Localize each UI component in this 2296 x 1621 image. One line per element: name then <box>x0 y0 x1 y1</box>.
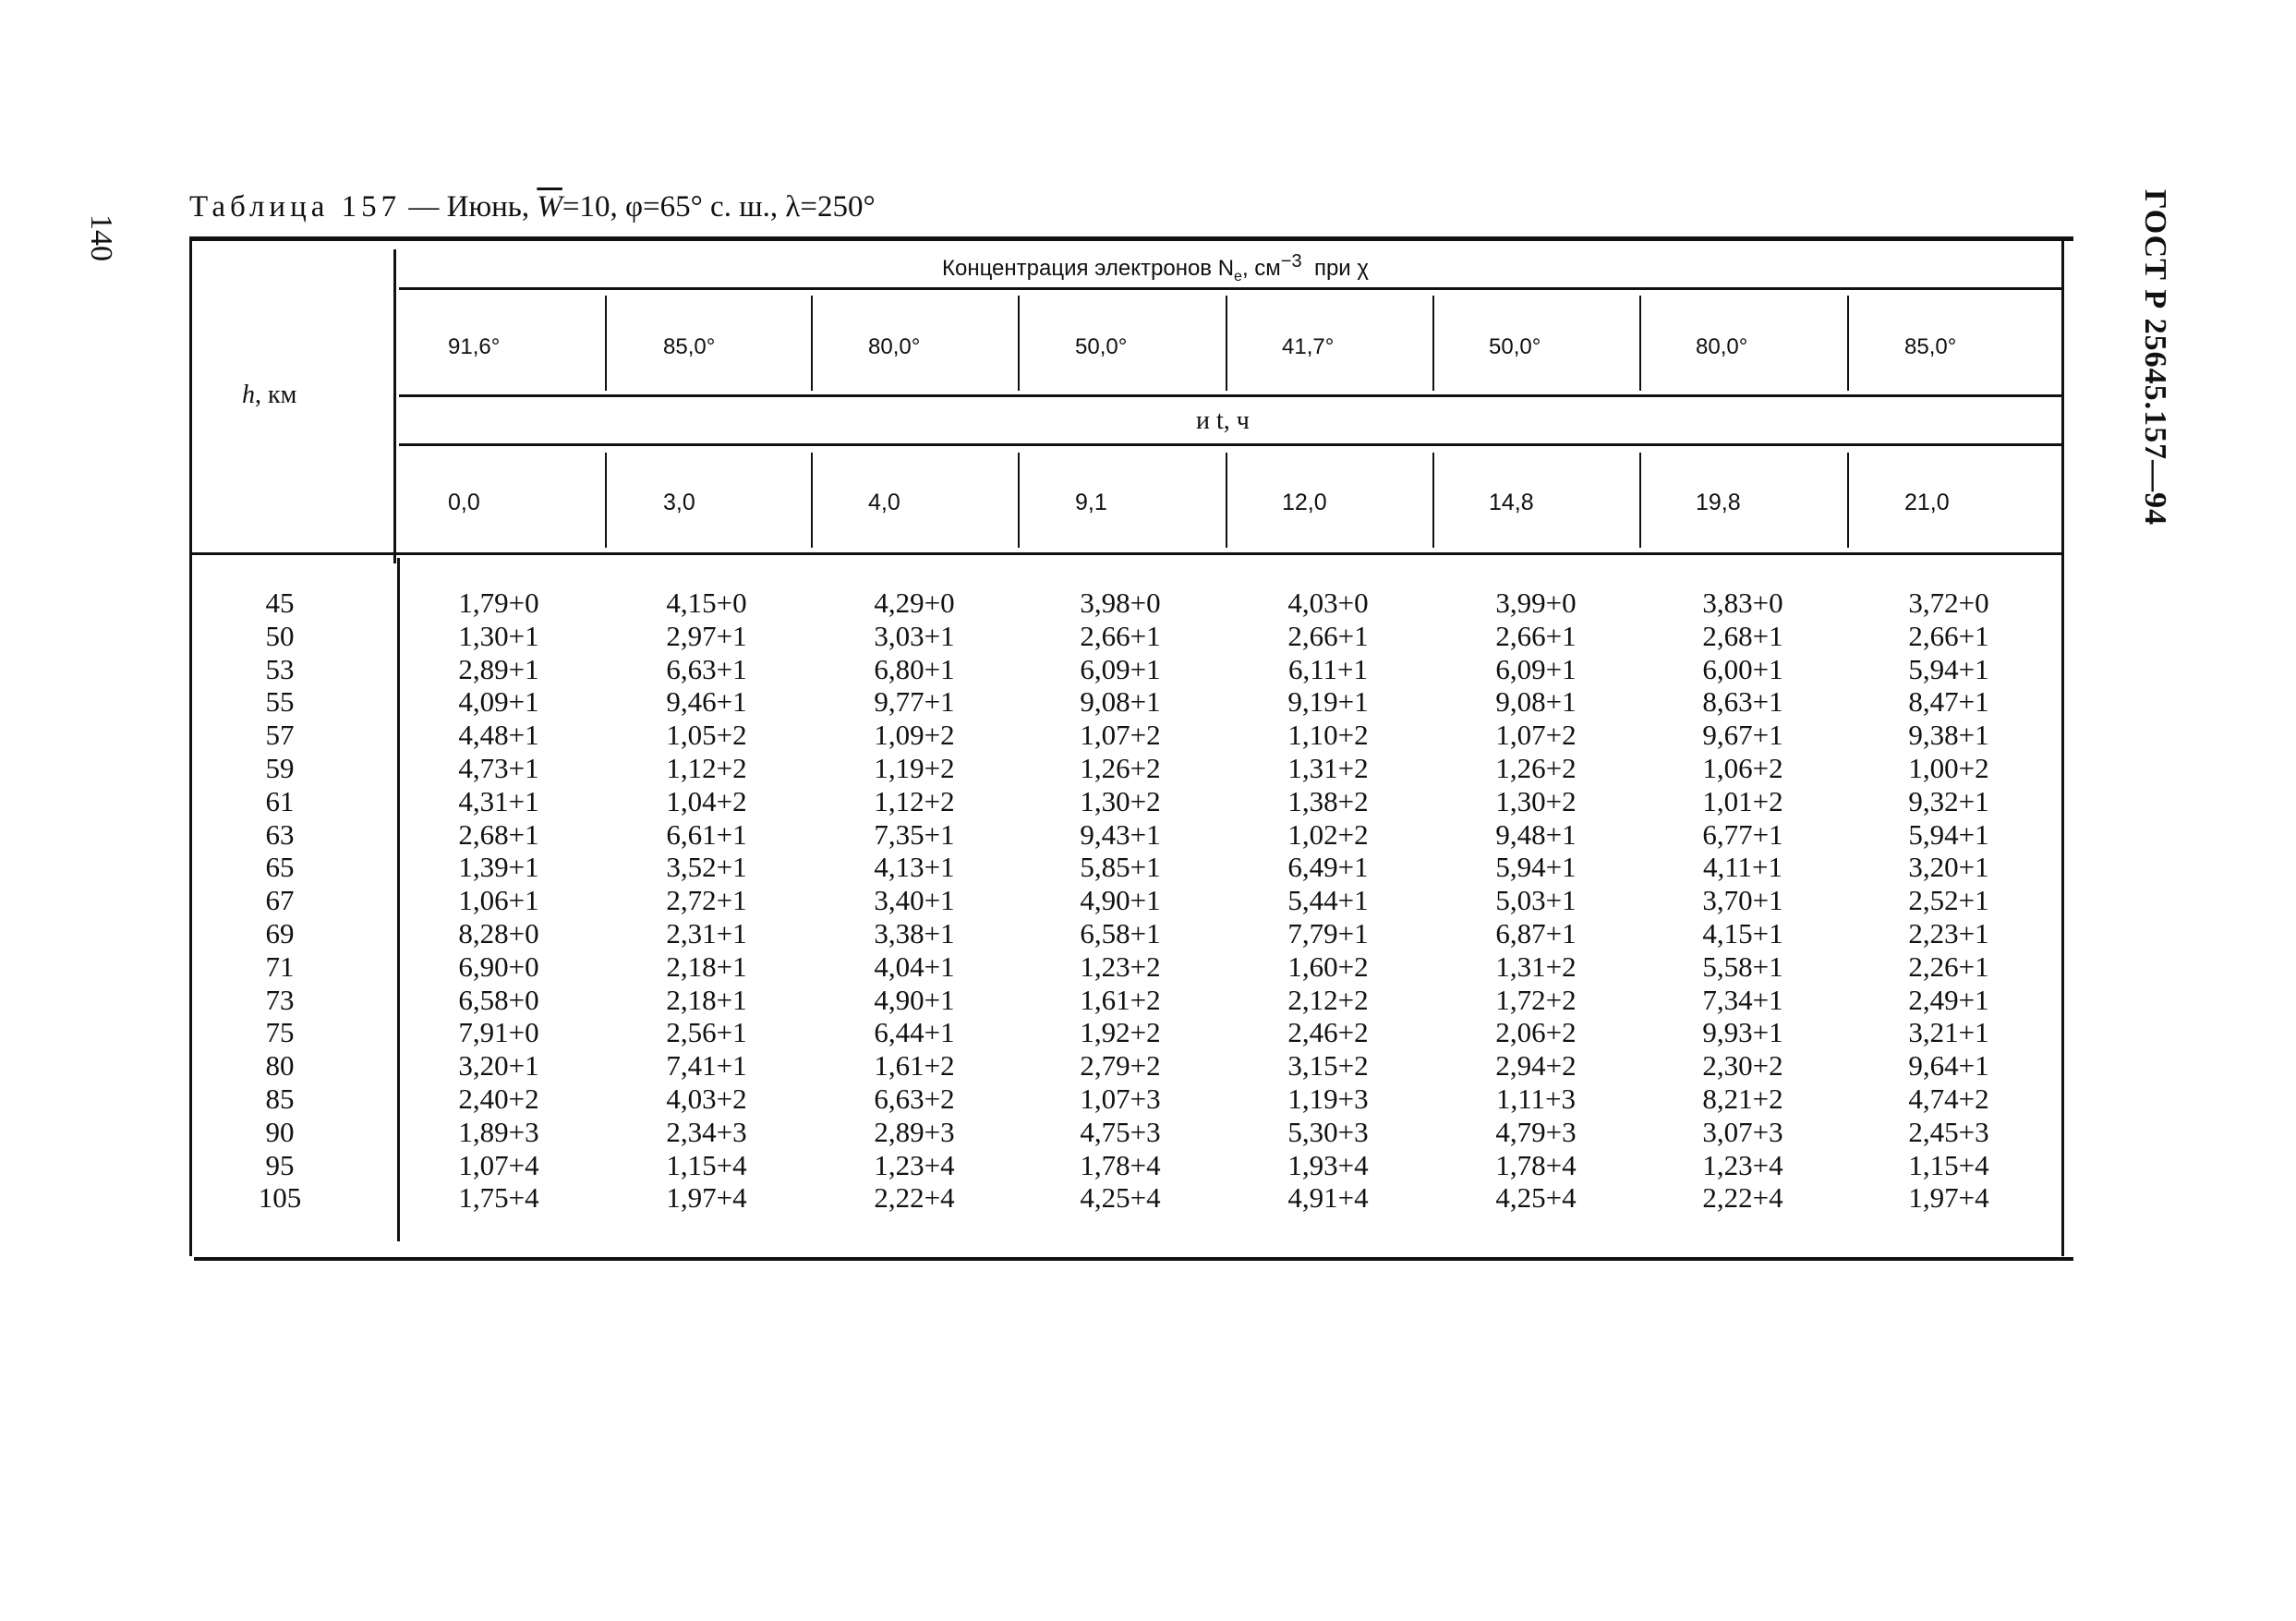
concentration-value: 1,02+2 <box>1287 818 1369 851</box>
concentration-value: 1,31+2 <box>1495 950 1577 983</box>
concentration-value: 6,63+1 <box>666 653 747 685</box>
concentration-value: 4,73+1 <box>458 752 539 784</box>
concentration-value: 1,07+2 <box>1495 719 1577 751</box>
table-top-rule <box>189 236 2073 241</box>
concentration-value: 4,91+4 <box>1287 1181 1369 1214</box>
concentration-value: 1,23+2 <box>1080 950 1161 983</box>
table-title-part-2: =10, φ=65° с. ш., λ=250° <box>562 190 876 224</box>
height-value: 50 <box>265 620 295 652</box>
concentration-value: 1,72+2 <box>1495 984 1577 1016</box>
concentration-value: 3,72+0 <box>1908 587 1989 619</box>
concentration-value: 1,19+2 <box>874 752 955 784</box>
height-value: 57 <box>265 719 295 751</box>
time-header: и t, ч <box>1196 406 1250 435</box>
table-title <box>189 190 876 224</box>
concentration-value: 1,07+4 <box>458 1149 539 1181</box>
concentration-value: 7,79+1 <box>1287 917 1369 950</box>
concentration-value: 2,89+3 <box>874 1116 955 1148</box>
concentration-value: 6,90+0 <box>458 950 539 983</box>
concentration-value: 9,46+1 <box>666 685 747 718</box>
concentration-value: 3,38+1 <box>874 917 955 950</box>
concentration-value: 3,20+1 <box>458 1049 539 1082</box>
concentration-value: 1,15+4 <box>1908 1149 1989 1181</box>
concentration-value: 4,29+0 <box>874 587 955 619</box>
left-border <box>189 240 192 1256</box>
concentration-value: 2,40+2 <box>458 1083 539 1115</box>
concentration-value: 6,00+1 <box>1702 653 1783 685</box>
concentration-value: 1,75+4 <box>458 1181 539 1214</box>
time-col-divider <box>1432 453 1434 548</box>
concentration-exp: −3 <box>1280 251 1302 272</box>
concentration-value: 2,12+2 <box>1287 984 1369 1016</box>
concentration-value: 9,43+1 <box>1080 818 1161 851</box>
concentration-value: 2,66+1 <box>1287 620 1369 652</box>
concentration-value: 4,90+1 <box>874 984 955 1016</box>
height-value: 67 <box>265 884 295 916</box>
concentration-value: 6,09+1 <box>1080 653 1161 685</box>
height-value: 71 <box>265 950 295 983</box>
concentration-value: 6,11+1 <box>1287 653 1369 685</box>
concentration-value: 2,22+4 <box>1702 1181 1783 1214</box>
concentration-value: 1,12+2 <box>666 752 747 784</box>
concentration-value: 9,08+1 <box>1080 685 1161 718</box>
concentration-value: 2,06+2 <box>1495 1016 1577 1048</box>
concentration-value: 4,03+2 <box>666 1083 747 1115</box>
concentration-value: 7,41+1 <box>666 1049 747 1082</box>
concentration-value: 3,21+1 <box>1908 1016 1989 1048</box>
concentration-tail: при χ <box>1313 256 1369 281</box>
concentration-value: 6,80+1 <box>874 653 955 685</box>
chi-value: 41,7° <box>1282 334 1335 359</box>
chi-col-divider <box>1226 296 1227 391</box>
row-label-unit: , км <box>255 381 297 409</box>
time-value: 4,0 <box>868 490 900 515</box>
time-value: 3,0 <box>663 490 695 515</box>
concentration-value: 1,61+2 <box>874 1049 955 1082</box>
concentration-value: 4,15+1 <box>1702 917 1783 950</box>
concentration-value: 1,61+2 <box>1080 984 1161 1016</box>
time-col-divider <box>811 453 813 548</box>
chi-col-divider <box>1018 296 1020 391</box>
concentration-value: 6,63+2 <box>874 1083 955 1115</box>
height-value: 90 <box>265 1116 295 1148</box>
concentration-value: 1,26+2 <box>1495 752 1577 784</box>
concentration-value: 1,06+2 <box>1702 752 1783 784</box>
concentration-value: 1,60+2 <box>1287 950 1369 983</box>
concentration-value: 4,04+1 <box>874 950 955 983</box>
concentration-value: 1,04+2 <box>666 785 747 817</box>
concentration-rule <box>399 287 2061 290</box>
concentration-value: 8,47+1 <box>1908 685 1989 718</box>
concentration-value: 2,52+1 <box>1908 884 1989 916</box>
time-col-divider <box>1847 453 1849 548</box>
chi-value: 50,0° <box>1075 334 1128 359</box>
concentration-value: 2,68+1 <box>458 818 539 851</box>
concentration-value: 4,25+4 <box>1080 1181 1161 1214</box>
height-value: 75 <box>265 1016 295 1048</box>
concentration-value: 8,63+1 <box>1702 685 1783 718</box>
concentration-value: 1,78+4 <box>1495 1149 1577 1181</box>
height-value: 85 <box>265 1083 295 1115</box>
concentration-value: 1,10+2 <box>1287 719 1369 751</box>
concentration-value: 8,28+0 <box>458 917 539 950</box>
concentration-value: 6,49+1 <box>1287 851 1369 883</box>
concentration-value: 2,18+1 <box>666 984 747 1016</box>
concentration-value: 5,94+1 <box>1495 851 1577 883</box>
concentration-value: 6,61+1 <box>666 818 747 851</box>
concentration-value: 4,11+1 <box>1702 851 1783 883</box>
chi-value: 85,0° <box>663 334 716 359</box>
h-symbol: h <box>242 381 255 409</box>
concentration-value: 2,79+2 <box>1080 1049 1161 1082</box>
concentration-unit: , см <box>1241 256 1281 281</box>
concentration-value: 9,67+1 <box>1702 719 1783 751</box>
concentration-value: 2,94+2 <box>1495 1049 1577 1082</box>
chi-value: 80,0° <box>1696 334 1748 359</box>
height-value: 105 <box>258 1181 302 1214</box>
concentration-value: 1,12+2 <box>874 785 955 817</box>
concentration-value: 4,74+2 <box>1908 1083 1989 1115</box>
concentration-value: 9,08+1 <box>1495 685 1577 718</box>
concentration-value: 6,77+1 <box>1702 818 1783 851</box>
concentration-value: 1,31+2 <box>1287 752 1369 784</box>
height-value: 61 <box>265 785 295 817</box>
concentration-value: 6,87+1 <box>1495 917 1577 950</box>
height-value: 53 <box>265 653 295 685</box>
concentration-value: 9,93+1 <box>1702 1016 1783 1048</box>
time-col-divider <box>1226 453 1227 548</box>
concentration-value: 1,79+0 <box>458 587 539 619</box>
chi-col-divider <box>811 296 813 391</box>
standard-code: ГОСТ Р 25645.157—94 <box>2138 189 2172 526</box>
concentration-value: 1,89+3 <box>458 1116 539 1148</box>
concentration-value: 1,30+1 <box>458 620 539 652</box>
concentration-value: 7,35+1 <box>874 818 955 851</box>
concentration-value: 5,44+1 <box>1287 884 1369 916</box>
chi-value: 80,0° <box>868 334 921 359</box>
height-value: 59 <box>265 752 295 784</box>
concentration-value: 3,52+1 <box>666 851 747 883</box>
height-value: 45 <box>265 587 295 619</box>
concentration-value: 4,79+3 <box>1495 1116 1577 1148</box>
concentration-value: 2,30+2 <box>1702 1049 1783 1082</box>
concentration-value: 1,09+2 <box>874 719 955 751</box>
concentration-value: 9,64+1 <box>1908 1049 1989 1082</box>
concentration-value: 3,70+1 <box>1702 884 1783 916</box>
concentration-value: 5,85+1 <box>1080 851 1161 883</box>
concentration-value: 1,92+2 <box>1080 1016 1161 1048</box>
chi-col-divider <box>1639 296 1641 391</box>
concentration-value: 2,22+4 <box>874 1181 955 1214</box>
concentration-value: 3,20+1 <box>1908 851 1989 883</box>
concentration-value: 9,19+1 <box>1287 685 1369 718</box>
height-value: 73 <box>265 984 295 1016</box>
header-bottom-rule <box>192 552 2062 555</box>
concentration-value: 1,93+4 <box>1287 1149 1369 1181</box>
concentration-value: 2,97+1 <box>666 620 747 652</box>
concentration-value: 2,26+1 <box>1908 950 1989 983</box>
time-value: 12,0 <box>1282 490 1327 515</box>
concentration-value: 1,26+2 <box>1080 752 1161 784</box>
concentration-value: 1,23+4 <box>874 1149 955 1181</box>
concentration-value: 2,66+1 <box>1080 620 1161 652</box>
concentration-value: 3,40+1 <box>874 884 955 916</box>
concentration-value: 3,07+3 <box>1702 1116 1783 1148</box>
concentration-value: 2,23+1 <box>1908 917 1989 950</box>
concentration-value: 3,15+2 <box>1287 1049 1369 1082</box>
chi-col-divider <box>1847 296 1849 391</box>
table-title-part-1: — Июнь, <box>401 190 538 224</box>
concentration-value: 4,75+3 <box>1080 1116 1161 1148</box>
concentration-value: 2,46+2 <box>1287 1016 1369 1048</box>
time-col-divider <box>1018 453 1020 548</box>
time-col-divider <box>605 453 607 548</box>
concentration-value: 1,01+2 <box>1702 785 1783 817</box>
concentration-value: 4,09+1 <box>458 685 539 718</box>
concentration-value: 1,00+2 <box>1908 752 1989 784</box>
concentration-value: 4,13+1 <box>874 851 955 883</box>
concentration-value: 9,77+1 <box>874 685 955 718</box>
concentration-value: 3,98+0 <box>1080 587 1161 619</box>
concentration-value: 5,30+3 <box>1287 1116 1369 1148</box>
concentration-value: 1,30+2 <box>1080 785 1161 817</box>
concentration-value: 1,97+4 <box>1908 1181 1989 1214</box>
concentration-value: 2,31+1 <box>666 917 747 950</box>
concentration-value: 6,58+1 <box>1080 917 1161 950</box>
chi-rule <box>399 394 2061 397</box>
concentration-value: 2,45+3 <box>1908 1116 1989 1148</box>
concentration-value: 5,94+1 <box>1908 818 1989 851</box>
concentration-value: 7,34+1 <box>1702 984 1783 1016</box>
concentration-value: 1,07+3 <box>1080 1083 1161 1115</box>
w-symbol: $\overline{W}$ <box>537 190 562 224</box>
chi-value: 50,0° <box>1489 334 1541 359</box>
concentration-value: 2,66+1 <box>1495 620 1577 652</box>
concentration-value: 2,89+1 <box>458 653 539 685</box>
row-label-divider-body <box>397 558 400 1241</box>
concentration-value: 2,72+1 <box>666 884 747 916</box>
chi-value: 85,0° <box>1904 334 1957 359</box>
concentration-sub: e <box>1234 268 1242 284</box>
concentration-value: 3,03+1 <box>874 620 955 652</box>
concentration-value: 5,94+1 <box>1908 653 1989 685</box>
concentration-value: 2,34+3 <box>666 1116 747 1148</box>
concentration-value: 1,11+3 <box>1495 1083 1577 1115</box>
concentration-value: 3,83+0 <box>1702 587 1783 619</box>
page-number: 140 <box>84 214 118 261</box>
concentration-value: 2,18+1 <box>666 950 747 983</box>
concentration-value: 4,03+0 <box>1287 587 1369 619</box>
height-value: 95 <box>265 1149 295 1181</box>
concentration-value: 5,03+1 <box>1495 884 1577 916</box>
chi-col-divider <box>605 296 607 391</box>
right-border <box>2061 240 2064 1256</box>
concentration-value: 4,90+1 <box>1080 884 1161 916</box>
time-value: 9,1 <box>1075 490 1107 515</box>
concentration-value: 1,07+2 <box>1080 719 1161 751</box>
concentration-value: 6,09+1 <box>1495 653 1577 685</box>
concentration-value: 3,99+0 <box>1495 587 1577 619</box>
concentration-value: 1,23+4 <box>1702 1149 1783 1181</box>
chi-col-divider <box>1432 296 1434 391</box>
concentration-value: 4,25+4 <box>1495 1181 1577 1214</box>
concentration-value: 2,56+1 <box>666 1016 747 1048</box>
concentration-value: 1,30+2 <box>1495 785 1577 817</box>
height-value: 55 <box>265 685 295 718</box>
concentration-value: 1,39+1 <box>458 851 539 883</box>
concentration-value: 2,68+1 <box>1702 620 1783 652</box>
concentration-value: 4,31+1 <box>458 785 539 817</box>
concentration-value: 4,48+1 <box>458 719 539 751</box>
concentration-header <box>942 251 1369 285</box>
row-label-divider-header <box>393 249 396 563</box>
concentration-value: 5,58+1 <box>1702 950 1783 983</box>
concentration-label: Концентрация электронов N <box>942 256 1235 281</box>
concentration-value: 9,48+1 <box>1495 818 1577 851</box>
concentration-value: 1,06+1 <box>458 884 539 916</box>
concentration-value: 9,32+1 <box>1908 785 1989 817</box>
concentration-value: 1,05+2 <box>666 719 747 751</box>
height-value: 80 <box>265 1049 295 1082</box>
chi-value: 91,6° <box>448 334 501 359</box>
time-value: 21,0 <box>1904 490 1950 515</box>
row-label-header <box>242 381 296 410</box>
time-value: 0,0 <box>448 490 480 515</box>
time-value: 14,8 <box>1489 490 1534 515</box>
concentration-value: 6,58+0 <box>458 984 539 1016</box>
height-value: 65 <box>265 851 295 883</box>
time-col-divider <box>1639 453 1641 548</box>
time-label-rule <box>399 443 2061 446</box>
concentration-value: 1,97+4 <box>666 1181 747 1214</box>
concentration-value: 7,91+0 <box>458 1016 539 1048</box>
concentration-value: 4,15+0 <box>666 587 747 619</box>
concentration-value: 1,15+4 <box>666 1149 747 1181</box>
table-title-lead: Таблица 157 <box>189 190 402 224</box>
concentration-value: 1,19+3 <box>1287 1083 1369 1115</box>
concentration-value: 2,66+1 <box>1908 620 1989 652</box>
height-value: 63 <box>265 818 295 851</box>
concentration-value: 8,21+2 <box>1702 1083 1783 1115</box>
table-bottom-rule <box>194 1257 2073 1261</box>
concentration-value: 1,78+4 <box>1080 1149 1161 1181</box>
concentration-value: 6,44+1 <box>874 1016 955 1048</box>
concentration-value: 9,38+1 <box>1908 719 1989 751</box>
time-value: 19,8 <box>1696 490 1741 515</box>
concentration-value: 2,49+1 <box>1908 984 1989 1016</box>
concentration-value: 1,38+2 <box>1287 785 1369 817</box>
height-value: 69 <box>265 917 295 950</box>
